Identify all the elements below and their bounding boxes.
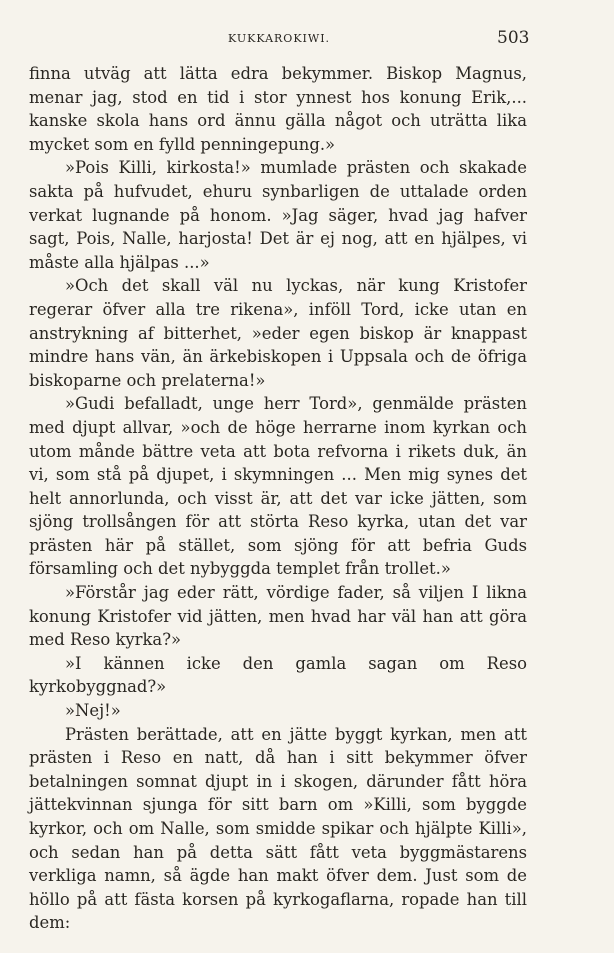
paragraph-continued: finna utväg att lätta edra bekymmer. Biskop Magnus, menar jag, stod en tid i stor ynnest hos konung Erik,... kanske skola hans ord ännu gälla något och uträtta lika mycket som en fylld penningepung.»	[29, 64, 527, 154]
paragraph: Prästen berättade, att en jätte byggt kyrkan, men att prästen i Reso en natt, då han i sitt bekymmer öfver betalningen somnat djupt in i skogen, därunder fått höra jättekvinnan sjunga för sitt barn om »Killi, som byggde kyrkor, och om Nalle, som smidde spikar och hjälpte Killi», och sedan han på detta sätt fått veta byggmästarens verkliga namn, så ägde han makt öfver dem. Just som de höllo på att fästa korsen på kyrkogaflarna, ropade han till dem:	[29, 724, 527, 933]
page-number: 503	[497, 28, 530, 48]
paragraph: »Pois Killi, kirkosta!» mumlade prästen och skakade sakta på hufvudet, ehuru synbarligen de uttalade orden verkat lugnande på honom. »Jag säger, hvad jag hafver sagt, Pois, Nalle, harjosta! Det är ej nog, att en hjälpes, vi måste alla hjälpas ...»	[29, 158, 527, 272]
paragraph: »I kännen icke den gamla sagan om Reso kyrkobyggnad?»	[29, 653, 527, 697]
body-text	[29, 62, 527, 935]
paragraph: »Förstår jag eder rätt, vördige fader, så viljen I likna konung Kristofer vid jätten, men hvad har väl han att göra med Reso kyrka?»	[29, 583, 527, 650]
paragraph: »Och det skall väl nu lyckas, när kung Kristofer regerar öfver alla tre rikena», inföll Tord, icke utan en anstrykning af bitterhet, »eder egen biskop är knappast mindre hans vän, än ärkebiskopen i Uppsala och de öfriga biskoparne och prelaterna!»	[29, 276, 527, 390]
paragraph: »Nej!»	[65, 701, 121, 721]
paragraph: »Gudi befalladt, unge herr Tord», genmälde prästen med djupt allvar, »och de höge herrarne inom kyrkan och utom månde bättre veta att bota refvorna i rikets duk, än vi, som stå på djupet, i skymningen ... Men mig synes det helt annorlunda, och visst är, att det var icke jätten, som sjöng trollsången för att störta Reso kyrka, utan det var prästen här på stället, som sjöng för att befria Guds församling och det nybyggda templet från trollet.»	[29, 394, 527, 579]
page-header	[0, 28, 614, 50]
running-head: KUKKAROKIWI.	[228, 32, 331, 45]
